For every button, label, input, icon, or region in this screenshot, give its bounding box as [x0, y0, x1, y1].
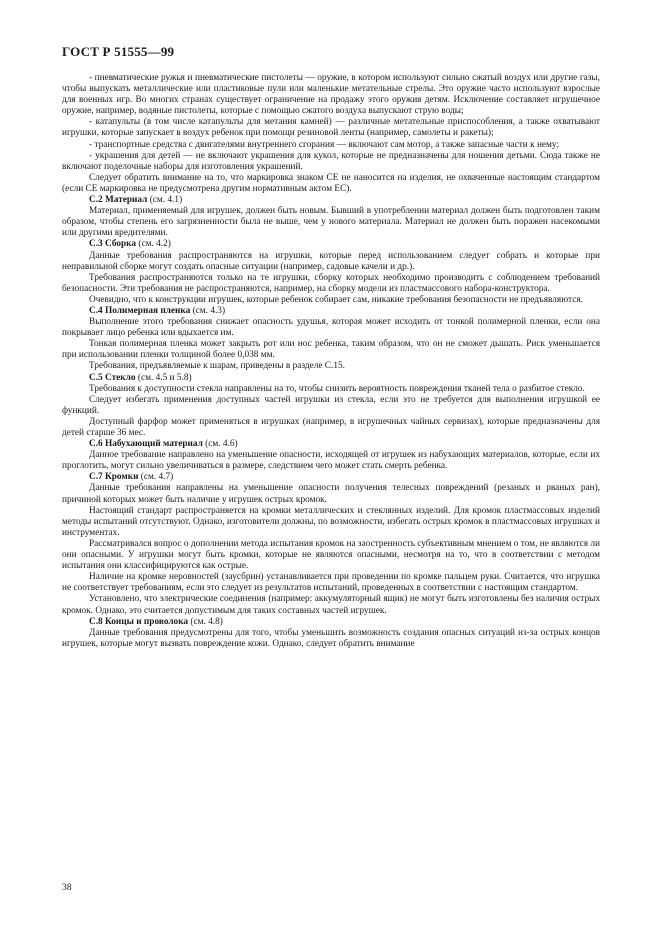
paragraph: Данное требование направлено на уменьшение опасности, исходящей от игрушек из набухающих материалов, которые, если их проглотить, могут сильно увеличиваться в размере, следствием чего может стать смерть ребенка.: [62, 450, 600, 472]
section-title: С.5 Стекло: [89, 372, 136, 383]
section-reference: (см. 4.5 и 5.8): [135, 372, 192, 383]
paragraph: - пневматические ружья и пневматические пистолеты — оружие, в котором используют сильно сжатый воздух или другие газы, чтобы выпускать металлические или пластиковые пули или маленькие метательные стрелы. Это оружие часто используют взрослые для военных игр. Во многих странах существует ограничение на продажу этого оружия детям. Исключение составляет игрушечное оружие, например, водяные пистолеты, которые с помощью сжатого воздуха выпускают струю воды;: [62, 73, 600, 117]
section-title: С.7 Кромки: [89, 472, 139, 483]
paragraph: Очевидно, что к конструкции игрушек, которые ребенок собирает сам, никакие требования безопасности не предъявляются.: [89, 294, 583, 305]
paragraph: - украшения для детей — не включают украшения для кукол, которые не предназначены для ношения детьми. Сюда также не включают поделочные наборы для изготовления украшений.: [62, 150, 600, 172]
paragraph: - транспортные средства с двигателями внутреннего сгорания — включают сам мотор, а также запасные части к нему;: [89, 139, 560, 150]
section-title: С.8 Концы и проволока: [89, 616, 189, 627]
paragraph: Установлено, что электрические соединения (например: аккумуляторный ящик) не могут быть изготовлены без наличия острых кромок. Однако, это считается допустимым для таких составных частей игрушек.: [62, 594, 600, 616]
document-code: ГОСТ Р 51555—99: [62, 44, 175, 59]
section-reference: (см. 4.8): [188, 616, 223, 627]
paragraph: Данные требования распространяются на игрушки, которые перед использованием следует собрать и которые при неправильной сборке могут создать опасные ситуации (например, садовые качели и др.).: [62, 250, 600, 272]
section-reference: (см. 4.3): [190, 305, 226, 316]
section-reference: (см. 4.2): [136, 239, 171, 250]
section-title: С.4 Полимерная пленка: [89, 305, 191, 316]
body-text: [62, 73, 600, 650]
paragraph: Данные требования направлены на уменьшение опасности получения телесных повреждений (резаных и рваных ран), причиной которых может быть наличие у игрушек острых кромок.: [62, 483, 600, 505]
section-title: С.6 Набухающий материал: [89, 439, 203, 450]
section-reference: (см. 4.7): [138, 472, 174, 483]
section-heading: [62, 373, 600, 384]
paragraph: Доступный фарфор может применяться в игрушках (например, в игрушечных чайных сервизах), которые предназначены для детей старше 36 мес.: [62, 416, 600, 438]
paragraph: - катапульты (в том числе катапульты для метания камней) — различные метательные приспособления, а также охватывают игрушки, которые запускает в воздух ребенок при помощи резиновой ленты (например, самолеты и ракеты);: [62, 117, 600, 139]
section-heading: [62, 195, 600, 206]
section-reference: (см. 4.1): [147, 195, 183, 206]
section-heading: [62, 239, 600, 250]
paragraph: Требования к доступности стекла направлены на то, чтобы снизить вероятность повреждения тканей тела о разбитое стекло.: [89, 383, 585, 394]
page-number: 38: [62, 883, 72, 893]
section-heading: [62, 472, 600, 483]
paragraph: Рассматривался вопрос о дополнении метода испытания кромок на заостренность субъективным мнением о том, не являются ли они опасными. У игрушки могут быть кромки, которые не являются опасными, несмотря на то, что в соответствии с методом испытания они классифицируются как острые.: [62, 538, 600, 572]
paragraph: Требования, предъявляемые к шарам, приведены в разделе С.15.: [89, 361, 345, 372]
paragraph: Следует обратить внимание на то, что маркировка знаком СЕ не наносится на изделия, не охваченные настоящим стандартом (если СЕ маркировка не предусмотрена другим нормативным актом ЕС).: [62, 172, 600, 194]
paragraph: Тонкая полимерная пленка может закрыть рот или нос ребенка, таким образом, что он не сможет дышать. Риск уменьшается при использовании пленки толщиной более 0,038 мм.: [62, 339, 600, 361]
paragraph: Требования распространяются только на те игрушки, сборку которых необходимо производить с соблюдением требований безопасности. Эти требования не распространяются, например, на сборку модели из пластмассового набора-конструктора.: [62, 272, 600, 294]
paragraph: Данные требования предусмотрены для того, чтобы уменьшить возможность создания опасных ситуаций из-за острых концов игрушек, которые могут вызвать повреждение кожи. Однако, следует обратить внимание: [62, 627, 600, 649]
paragraph: Материал, применяемый для игрушек, должен быть новым. Бывший в употреблении материал должен быть подготовлен таким образом, чтобы степень его загрязненности была не выше, чем у нового материала. Материал не должен быть поражен насекомыми или другими вредителями.: [62, 206, 600, 239]
section-title: С.3 Сборка: [89, 239, 137, 250]
section-title: С.2 Материал: [89, 195, 148, 206]
section-heading: [62, 439, 600, 450]
section-heading: [62, 617, 600, 628]
paragraph: Наличие на кромке неровностей (заусбрин) устанавливается при проведении по кромке пальцем руки. Считается, что игрушка не соответствует требованиям, если это следует из результатов испытаний, проведенных в соответствии с настоящим стандартом.: [62, 572, 600, 594]
paragraph: Выполнение этого требования снижает опасность удушья, которая может исходить от тонкой полимерной пленки, если она покрывает лицо ребенка или вдыхается им.: [62, 317, 600, 339]
section-heading: [62, 306, 600, 317]
paragraph: Следует избегать применения доступных частей игрушки из стекла, если это не требуется для выполнения игрушкой ее функций.: [62, 394, 600, 416]
paragraph: Настоящий стандарт распространяется на кромки металлических и стеклянных изделий. Для кромок пластмассовых изделий методы испытаний отсутствуют. Однако, изготовители должны, по возможности, избегать острых кромок в пластмассовых игрушках и инструментах.: [62, 505, 600, 538]
section-reference: (см. 4.6): [202, 439, 238, 450]
